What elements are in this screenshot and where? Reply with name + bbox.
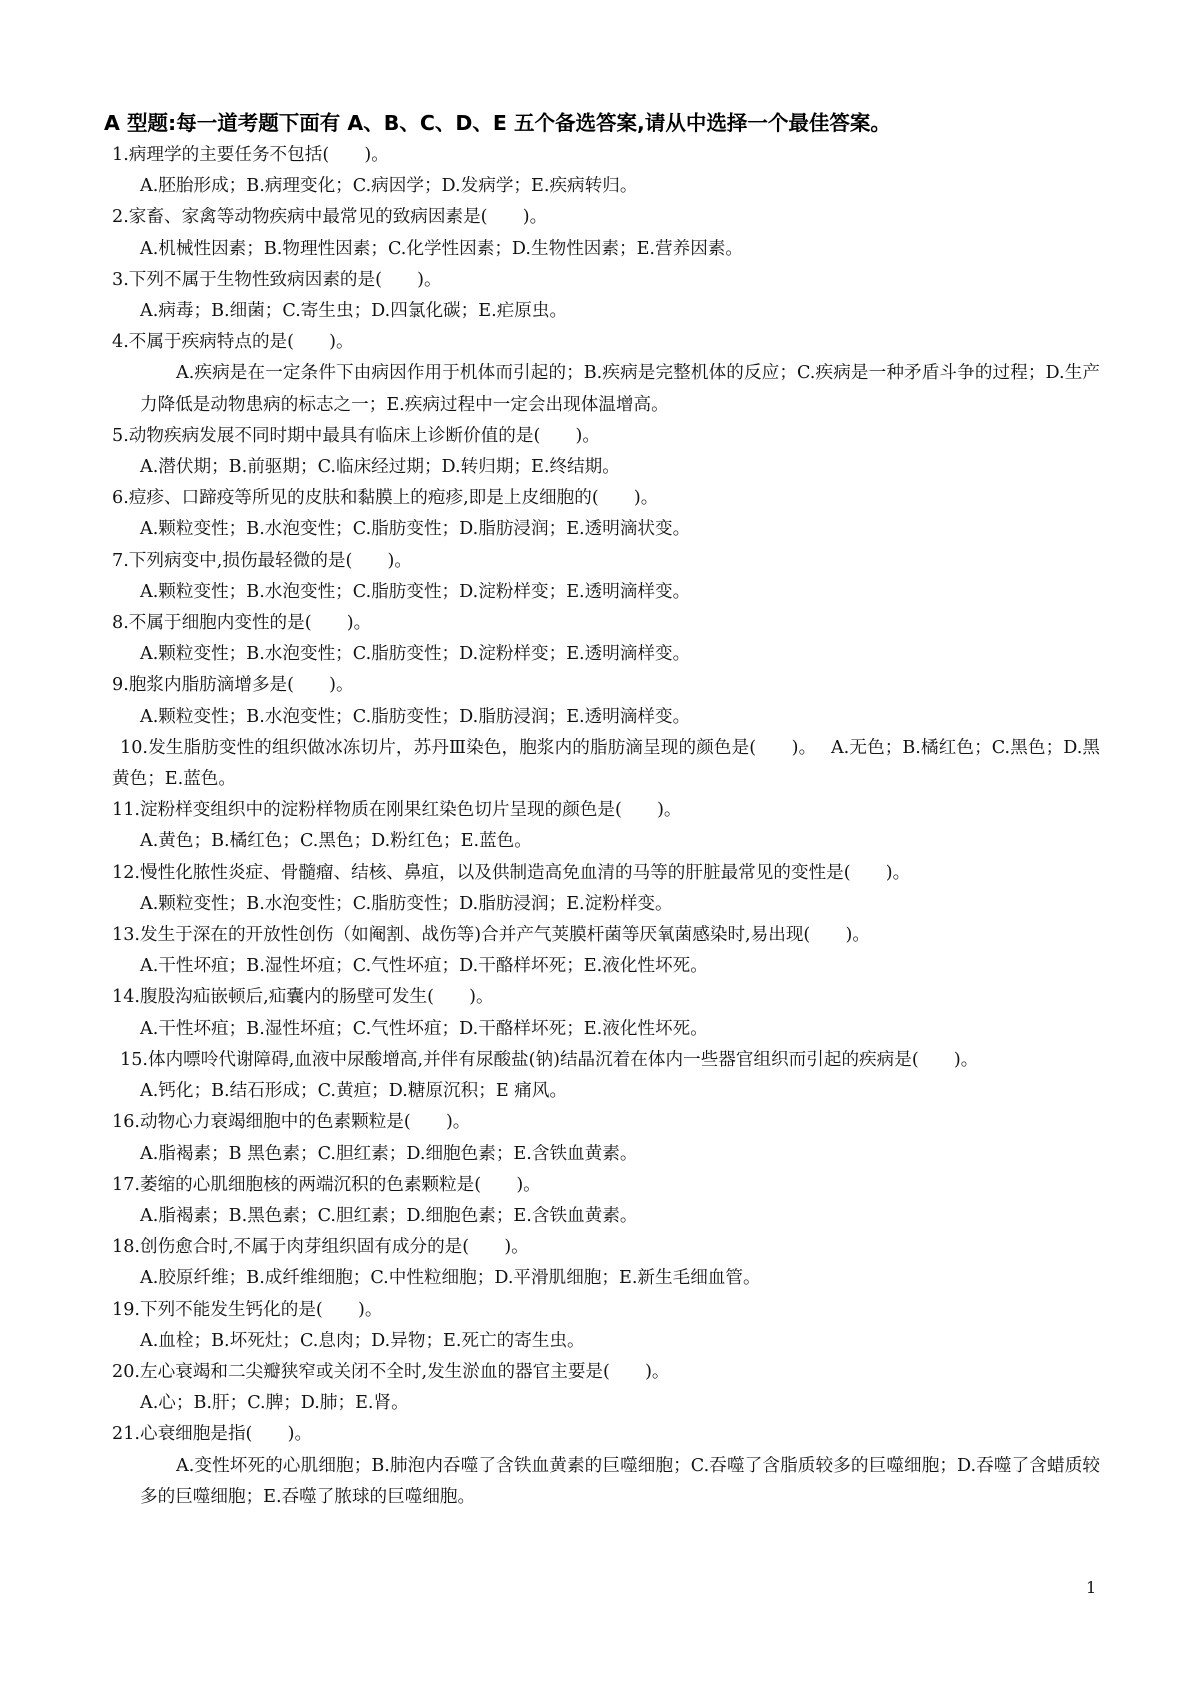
question-8: 8.不属于细胞内变性的是( )。 [112,613,372,634]
page-number: 1 [1086,1578,1097,1597]
options-1: A.胚胎形成；B.病理变化；C.病因学；D.发病学；E.疾病转归。 [140,176,638,197]
question-2: 2.家畜、家禽等动物疾病中最常见的致病因素是( )。 [112,207,548,228]
question-7: 7.下列病变中,损伤最轻微的是( )。 [112,550,413,571]
options-14: A.干性坏疽；B.湿性坏疽；C.气性坏疽；D.干酪样坏死；E.液化性坏死。 [140,1018,708,1039]
options-15: A.钙化；B.结石形成；C.黄疸；D.糖原沉积；E 痛风。 [140,1081,568,1102]
options-2: A.机械性因素；B.物理性因素；C.化学性因素；D.生物性因素；E.营养因素。 [140,238,743,259]
question-16: 16.动物心力衰竭细胞中的色素颗粒是( )。 [112,1112,471,1133]
options-19: A.血栓；B.坏死灶；C.息肉；D.异物；E.死亡的寄生虫。 [140,1330,585,1351]
options-20: A.心；B.肝；C.脾；D.肺；E.肾。 [140,1393,409,1414]
question-17: 17.萎缩的心肌细胞核的两端沉积的色素颗粒是( )。 [112,1174,541,1195]
options-16: A.脂褐素；B 黑色素；C.胆红素；D.细胞色素；E.含铁血黄素。 [140,1143,638,1164]
question-4: 4.不属于疾病特点的是( )。 [112,332,354,353]
options-18: A.胶原纤维；B.成纤维细胞；C.中性粒细胞；D.平滑肌细胞；E.新生毛细血管。 [140,1268,761,1289]
question-list [104,140,1100,1513]
options-4: A.疾病是在一定条件下由病因作用于机体而引起的；B.疾病是完整机体的反应；C.疾病是一种矛盾斗争的过程；D.生产力降低是动物患病的标志之一；E.疾病过程中一定会出现体温增高。 [140,363,1100,415]
options-3: A.病毒；B.细菌；C.寄生虫；D.四氯化碳；E.疟原虫。 [140,301,568,322]
question-12: 12.慢性化脓性炎症、骨髓瘤、结核、鼻疽，以及供制造高免血清的马等的肝脏最常见的变性是( )。 [112,862,911,883]
question-19: 19.下列不能发生钙化的是( )。 [112,1299,383,1320]
question-14: 14.腹股沟疝嵌顿后,疝囊内的肠壁可发生( )。 [112,987,494,1008]
options-5: A.潜伏期；B.前驱期；C.临床经过期；D.转归期；E.终结期。 [140,457,620,478]
options-9: A.颗粒变性；B.水泡变性；C.脂肪变性；D.脂肪浸润；E.透明滴样变。 [140,706,691,727]
question-11: 11.淀粉样变组织中的淀粉样物质在刚果红染色切片呈现的颜色是( )。 [112,800,682,821]
question-5: 5.动物疾病发展不同时期中最具有临床上诊断价值的是( )。 [112,425,600,446]
options-11: A.黄色；B.橘红色；C.黑色；D.粉红色；E.蓝色。 [140,831,532,852]
options-7: A.颗粒变性；B.水泡变性；C.脂肪变性；D.淀粉样变；E.透明滴样变。 [140,581,691,602]
question-18: 18.创伤愈合时,不属于肉芽组织固有成分的是( )。 [112,1237,529,1258]
options-21: A.变性坏死的心肌细胞；B.肺泡内吞噬了含铁血黄素的巨噬细胞；C.吞噬了含脂质较多的巨噬细胞；D.吞噬了含蜡质较多的巨噬细胞；E.吞噬了脓球的巨噬细胞。 [140,1455,1100,1507]
question-20: 20.左心衰竭和二尖瓣狭窄或关闭不全时,发生淤血的器官主要是( )。 [112,1361,670,1382]
question-13: 13.发生于深在的开放性创伤（如阉割、战伤等)合并产气荚膜杆菌等厌氧菌感染时,易出现( )。 [112,925,870,946]
section-heading: A 型题:每一道考题下面有 A、B、C、D、E 五个备选答案,请从中选择一个最佳答案。 [104,111,891,135]
question-9: 9.胞浆内脂肪滴增多是( )。 [112,675,354,696]
options-17: A.脂褐素；B.黑色素；C.胆红素；D.细胞色素；E.含铁血黄素。 [140,1205,638,1226]
question-15: 15.体内嘌呤代谢障碍,血液中尿酸增高,并伴有尿酸盐(钠)结晶沉着在体内一些器官组织而引起的疾病是( )。 [120,1049,979,1070]
question-10: 10.发生脂肪变性的组织做冰冻切片，苏丹Ⅲ染色，胞浆内的脂肪滴呈现的颜色是( )。 A.无色；B.橘红色；C.黑色；D.黑黄色；E.蓝色。 [112,737,1100,790]
question-3: 3.下列不属于生物性致病因素的是( )。 [112,269,442,290]
options-13: A.干性坏疽；B.湿性坏疽；C.气性坏疽；D.干酪样坏死；E.液化性坏死。 [140,956,708,977]
question-21: 21.心衰细胞是指( )。 [112,1424,313,1445]
options-6: A.颗粒变性；B.水泡变性；C.脂肪变性；D.脂肪浸润；E.透明滴状变。 [140,519,691,540]
options-8: A.颗粒变性；B.水泡变性；C.脂肪变性；D.淀粉样变；E.透明滴样变。 [140,644,691,665]
options-12: A.颗粒变性；B.水泡变性；C.脂肪变性；D.脂肪浸润；E.淀粉样变。 [140,893,673,914]
question-6: 6.痘疹、口蹄疫等所见的皮肤和黏膜上的疱疹,即是上皮细胞的( )。 [112,488,659,509]
question-1: 1.病理学的主要任务不包括( )。 [112,145,389,165]
